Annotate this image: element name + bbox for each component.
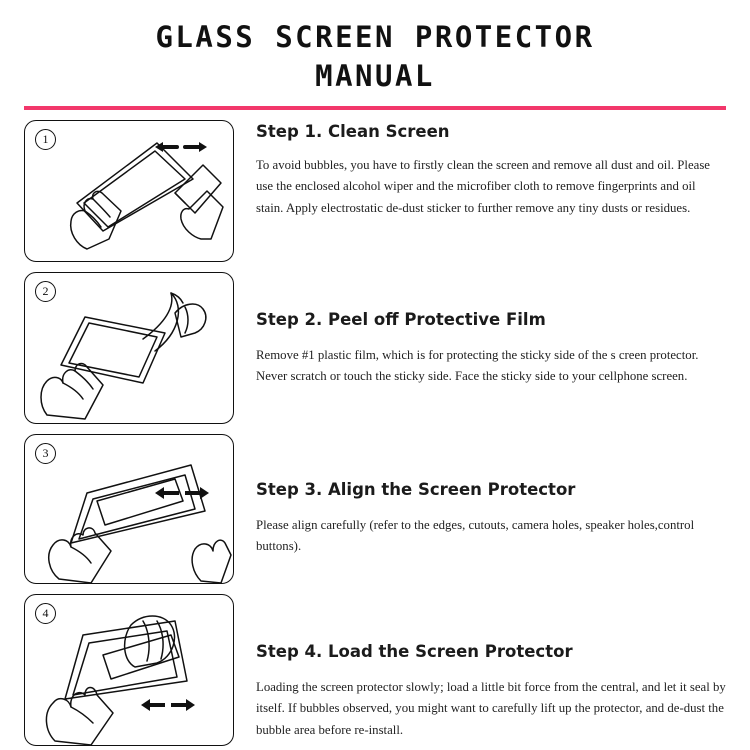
document-title-block	[0, 0, 750, 96]
step-2-heading: Step 2. Peel off Protective Film	[256, 310, 546, 330]
step-2-illustration	[24, 272, 234, 424]
step-4-illustration	[24, 594, 234, 746]
step-3-illustration	[24, 434, 234, 584]
clean-screen-figure-icon	[25, 121, 233, 261]
step-3-body: Please align carefully (refer to the edges, cutouts, camera holes, speaker holes,control buttons).	[256, 518, 695, 554]
step-item	[24, 120, 726, 262]
step-3-number-badge: 3	[35, 443, 56, 464]
step-1-heading: Step 1. Clean Screen	[256, 122, 450, 142]
peel-film-figure-icon	[25, 273, 233, 423]
steps-list	[0, 120, 750, 746]
step-3-heading: Step 3. Align the Screen Protector	[256, 480, 576, 500]
step-4-number-badge: 4	[35, 603, 56, 624]
step-1-number-badge: 1	[35, 129, 56, 150]
step-item	[24, 272, 726, 424]
step-1-illustration	[24, 120, 234, 262]
step-4-body: Loading the screen protector slowly; load a little bit force from the central, and let it seal by itself. If bubbles observed, you might want to carefully lift up the protector, and de-dust the bubble area before re-install.	[256, 680, 726, 737]
step-4-heading: Step 4. Load the Screen Protector	[256, 642, 573, 662]
title-divider	[24, 106, 726, 110]
step-1-text	[234, 120, 726, 218]
load-protector-figure-icon	[25, 595, 233, 745]
step-item	[24, 434, 726, 584]
page-title-line-2: MANUAL	[315, 59, 435, 94]
step-3-text	[234, 434, 726, 557]
step-item	[24, 594, 726, 746]
step-4-text	[234, 594, 726, 740]
step-2-body: Remove #1 plastic film, which is for protecting the sticky side of the s creen protector. Never scratch or touch the sticky side. Face the sticky side to your cellphone screen.	[256, 348, 699, 384]
align-protector-figure-icon	[25, 435, 233, 583]
step-2-text	[234, 272, 726, 387]
page-title-line-1: GLASS SCREEN PROTECTOR	[155, 20, 595, 54]
step-2-number-badge: 2	[35, 281, 56, 302]
step-1-body: To avoid bubbles, you have to firstly clean the screen and remove all dust and oil. Please use the enclosed alcohol wiper and the microfiber cloth to remove fingerprints and oil stain. Apply electrostatic de-dust sticker to further remove any tiny dusts or residues.	[256, 158, 710, 215]
